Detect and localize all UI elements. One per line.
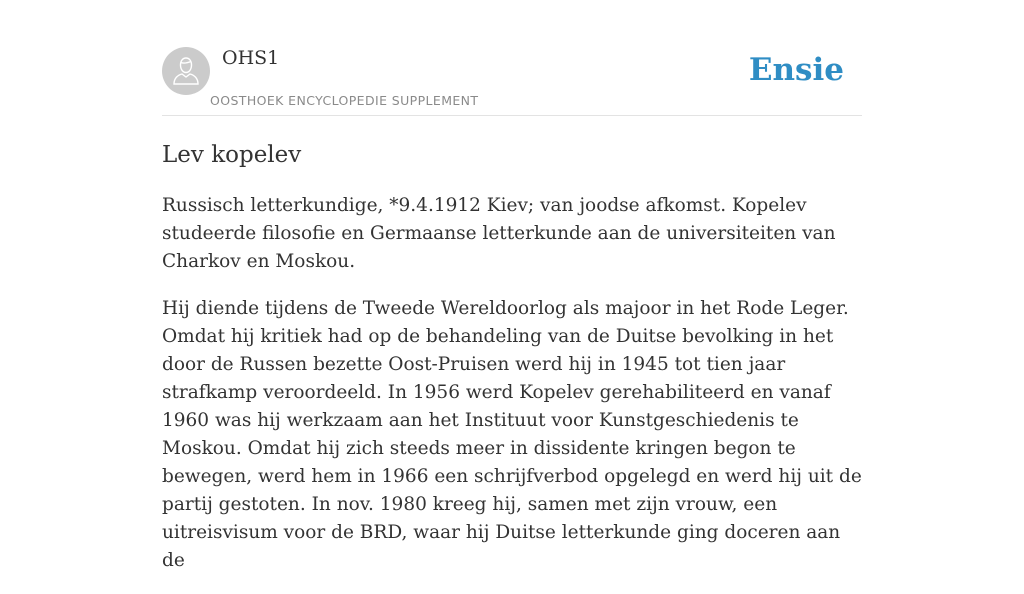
article-paragraph: Russisch letterkundige, *9.4.1912 Kiev; van joodse afkomst. Kopelev studeerde filosofie en Germaanse letterkunde aan de universiteiten van Charkov en Moskou. [162, 195, 836, 272]
author-name[interactable]: OHS1 [222, 47, 280, 69]
avatar[interactable] [162, 47, 210, 95]
header [162, 0, 862, 116]
user-icon [162, 47, 210, 95]
source-label: OOSTHOEK ENCYCLOPEDIE SUPPLEMENT [210, 93, 479, 108]
article-body [162, 192, 868, 594]
article-title: Lev kopelev [162, 142, 302, 168]
ensie-logo[interactable]: Ensie [748, 52, 844, 88]
article-paragraph: Hij diende tijdens de Tweede Wereldoorlog als majoor in het Rode Leger. Omdat hij kritiek had op de behandeling van de Duitse bevolking in het door de Russen bezette Oost-Pruisen werd hij in 1945 tot tien jaar strafkamp veroordeeld. In 1956 werd Kopelev gerehabiliteerd en vanaf 1960 was hij werkzaam aan het Instituut voor Kunstgeschiedenis te Moskou. Omdat hij zich steeds meer in dissidente kringen begon te bewegen, werd hem in 1966 een schrijfverbod opgelegd en werd hij uit de partij gestoten. In nov. 1980 kreeg hij, samen met zijn vrouw, een uitreisvisum voor de BRD, waar hij Duitse letterkunde ging doceren aan de [162, 298, 862, 571]
